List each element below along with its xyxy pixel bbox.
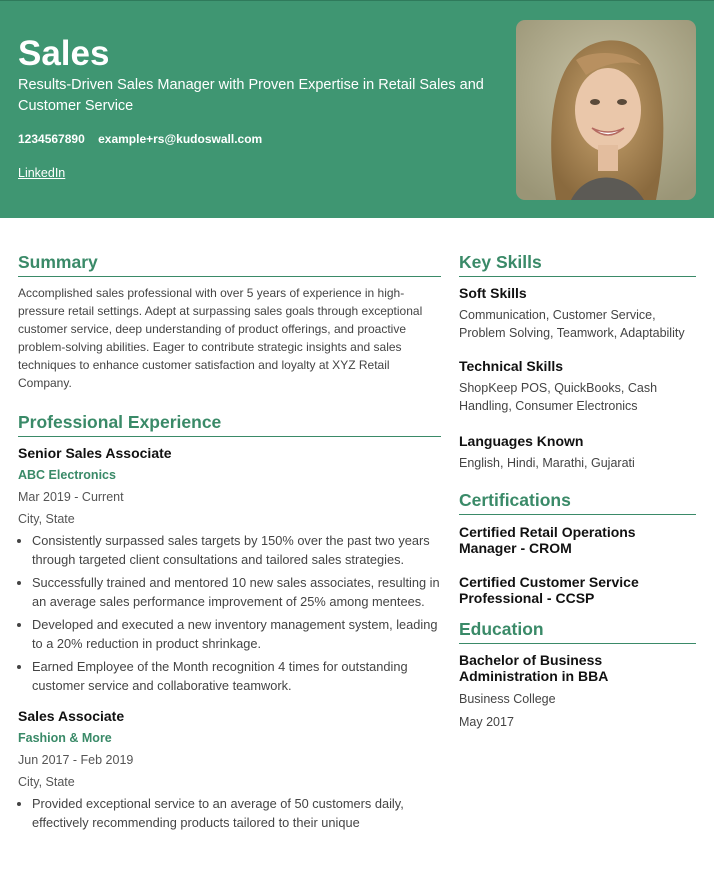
technical-skills-title: Technical Skills <box>459 358 564 374</box>
job-dates: Jun 2017 - Feb 2019 <box>18 753 134 767</box>
soft-skills-list: Communication, Customer Service, Problem Solving, Teamwork, Adaptability <box>459 308 685 340</box>
job-title: Senior Sales Associate <box>18 445 172 461</box>
side-column <box>459 250 696 731</box>
linkedin-link[interactable]: LinkedIn <box>18 166 66 180</box>
soft-skills-title: Soft Skills <box>459 285 527 301</box>
bullet-item: • Earned Employee of the Month recognition 4 times for outstanding customer service and collaborative teamwork. <box>32 657 441 695</box>
school-name: Business College <box>459 692 556 706</box>
company-name: Fashion & More <box>18 731 112 745</box>
job-title: Sales Associate <box>18 708 125 724</box>
certification-item: Certified Retail Operations Manager - CROM <box>459 524 636 556</box>
bullet-item: • Provided exceptional service to an average of 50 customers daily, effectively recommending products tailored to their unique <box>32 794 441 832</box>
experience-heading: Professional Experience <box>18 410 441 437</box>
technical-skills-block <box>459 357 696 415</box>
bullet-item: • Consistently surpassed sales targets by 150% over the past two years through targeted client consultations and tailored sales strategies. <box>32 531 441 569</box>
degree-name: Bachelor of Business Administration in BBA <box>459 652 609 684</box>
job-location: City, State <box>18 512 75 526</box>
headline: Results-Driven Sales Manager with Proven Expertise in Retail Sales and Customer Service <box>18 77 484 114</box>
summary-heading: Summary <box>18 250 441 277</box>
contact-row <box>18 132 272 146</box>
skills-heading: Key Skills <box>459 250 696 277</box>
bullet-item: • Developed and executed a new inventory management system, leading to a 20% reduction in product shrinkage. <box>32 615 441 653</box>
main-column <box>18 250 441 836</box>
candidate-name: Sales <box>18 34 110 73</box>
job-dates: Mar 2019 - Current <box>18 490 124 504</box>
bullet-item: • Successfully trained and mentored 10 new sales associates, resulting in an average sales performance improvement of 25% among mentees. <box>32 573 441 611</box>
resume-header <box>0 0 714 218</box>
company-name: ABC Electronics <box>18 468 116 482</box>
job-location: City, State <box>18 775 75 789</box>
certification-item: Certified Customer Service Professional - CCSP <box>459 574 639 606</box>
job-entry <box>18 707 441 832</box>
technical-skills-list: ShopKeep POS, QuickBooks, Cash Handling, Consumer Electronics <box>459 381 658 413</box>
graduation-date: May 2017 <box>459 715 514 729</box>
education-heading: Education <box>459 617 696 644</box>
summary-text: Accomplished sales professional with over 5 years of experience in high-pressure retail settings. Adept at surpassing sales goals through exceptional customer service, deep understanding of product offerings, and proactive problem-solving abilities. Eager to contribute strategic insights and sales techniques to enhance customer satisfaction and loyalty at XYZ Retail Company. <box>18 286 423 390</box>
languages-block <box>459 432 696 472</box>
languages-title: Languages Known <box>459 433 584 449</box>
profile-photo <box>516 20 696 200</box>
job-bullets <box>18 531 441 695</box>
languages-list: English, Hindi, Marathi, Gujarati <box>459 456 635 470</box>
certifications-heading: Certifications <box>459 488 696 515</box>
job-entry <box>18 444 441 695</box>
email-address[interactable]: example+rs@kudoswall.com <box>98 132 263 146</box>
job-bullets <box>18 794 441 832</box>
phone-number: 1234567890 <box>18 132 85 146</box>
soft-skills-block <box>459 284 696 342</box>
